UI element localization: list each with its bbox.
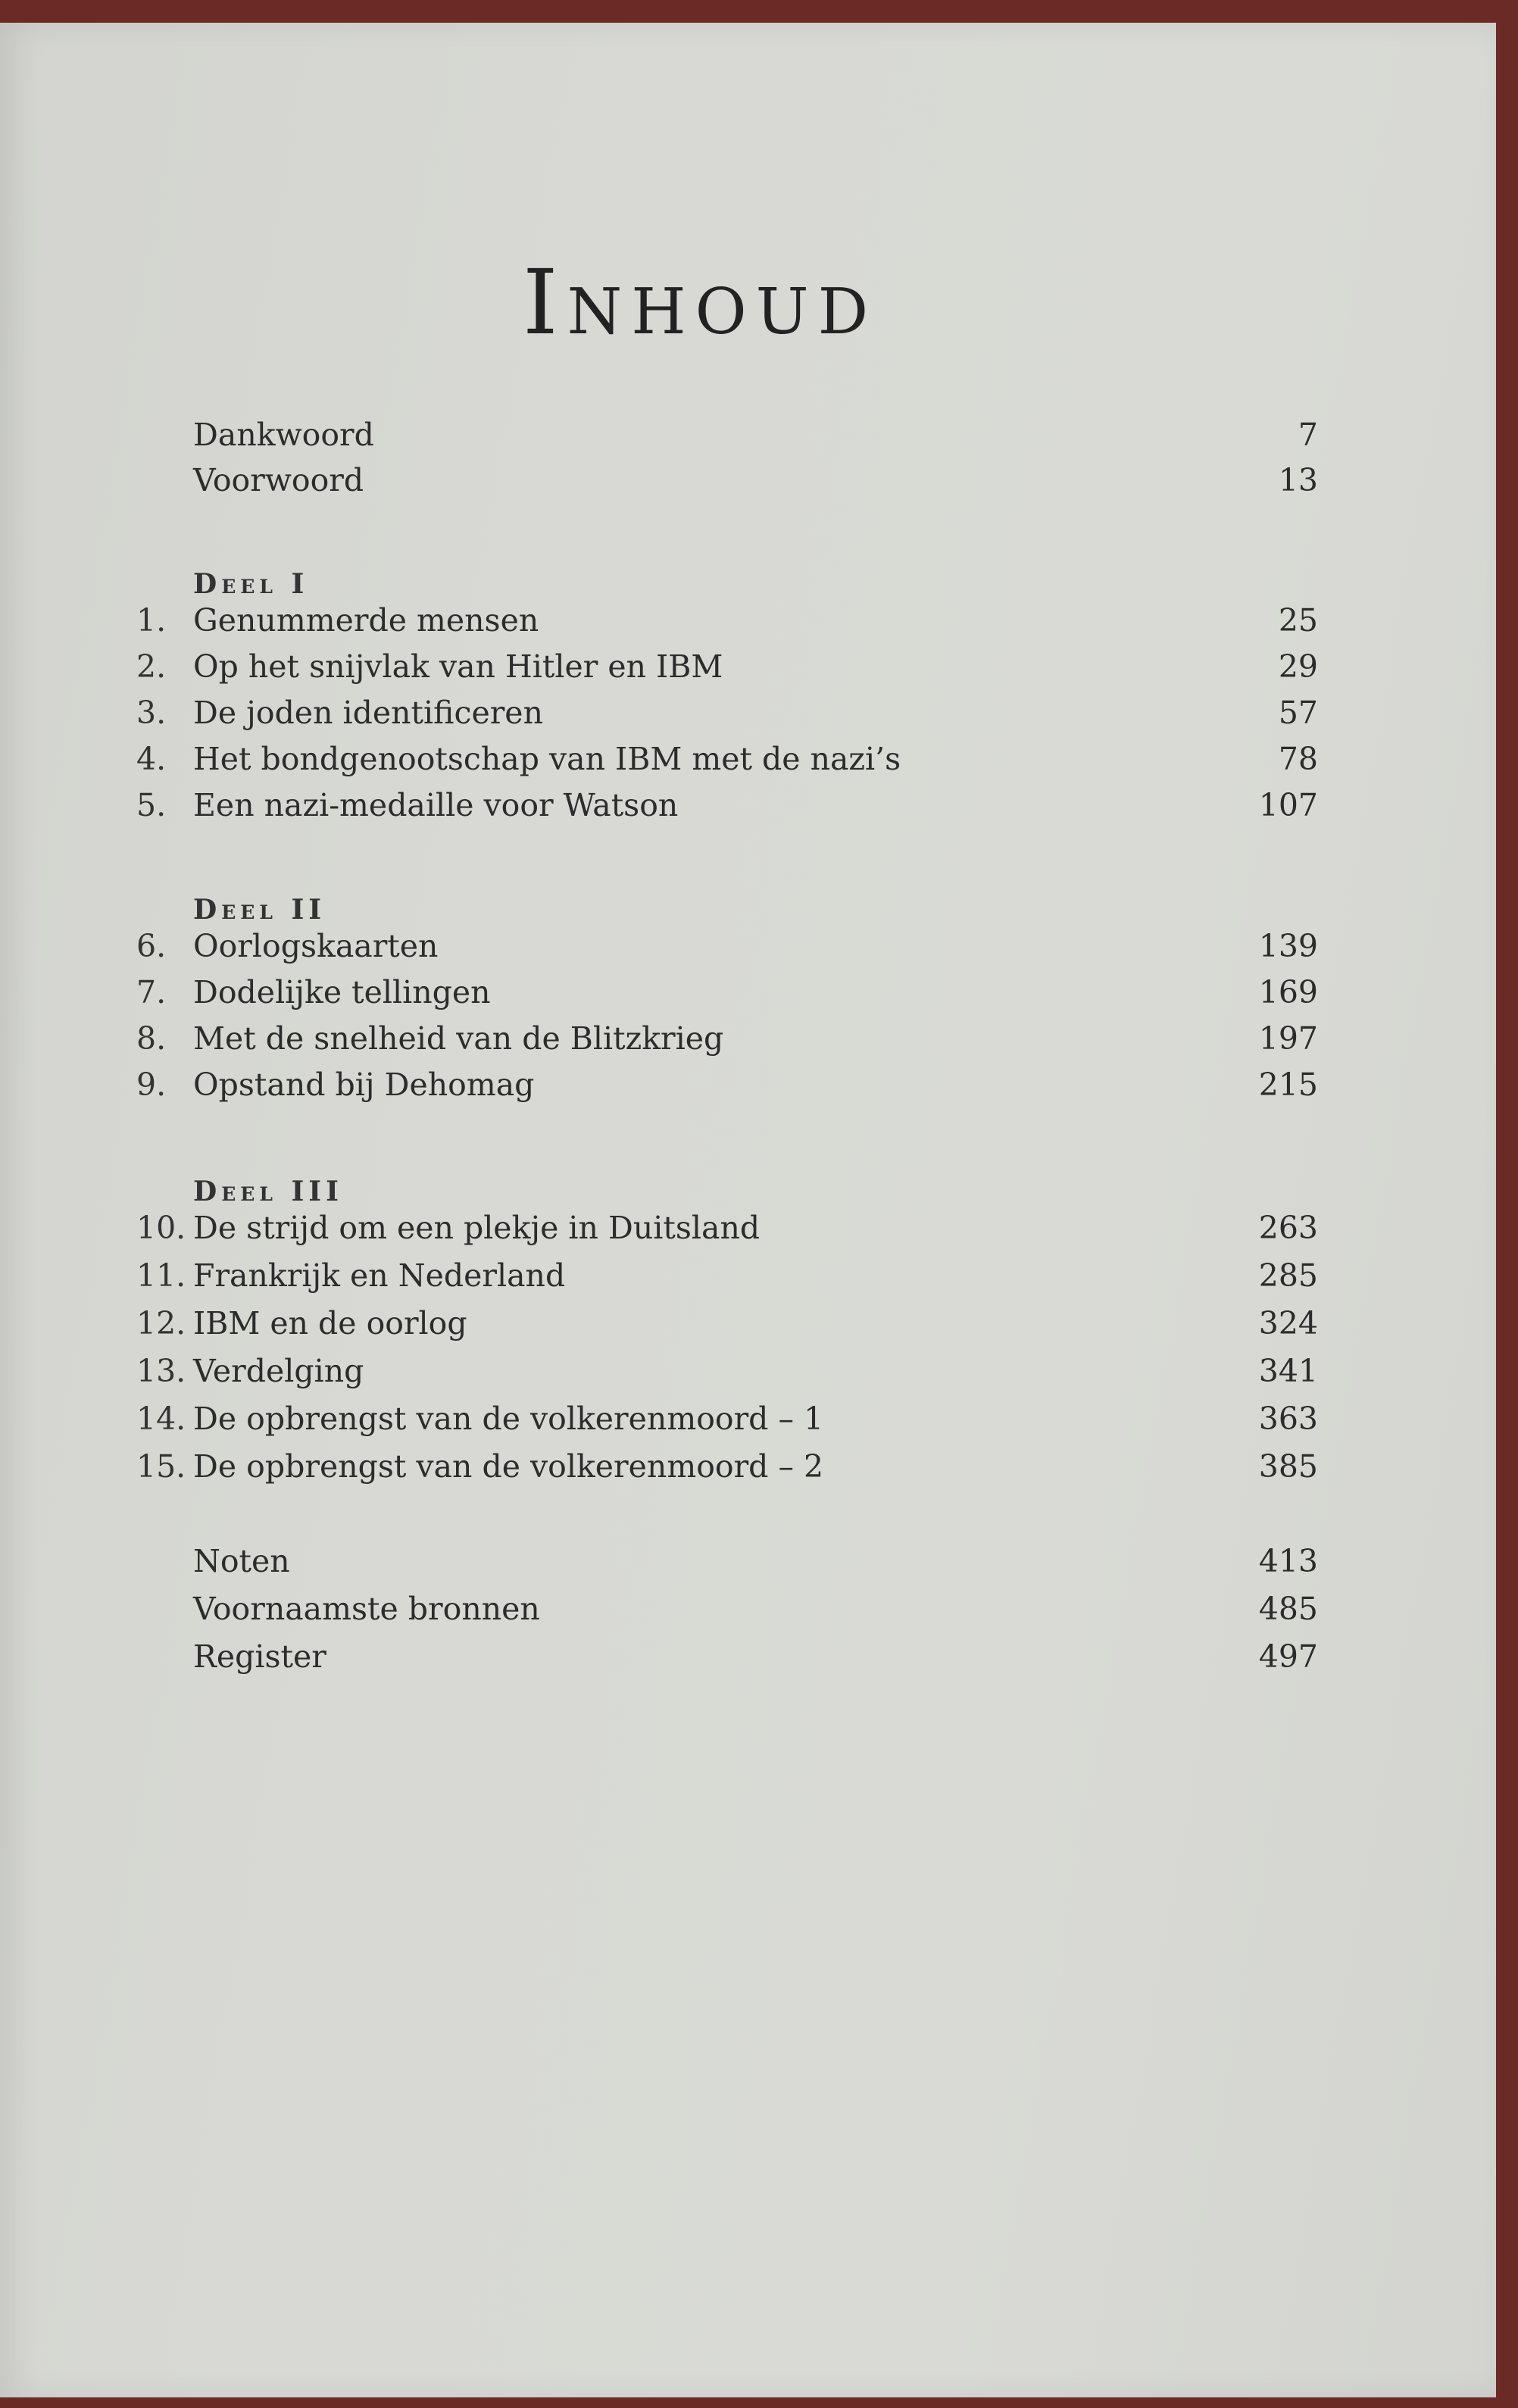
chapter-title: Het bondgenootschap van IBM met de nazi’s (193, 741, 901, 777)
chapter-page: 197 (1258, 1020, 1318, 1057)
part-heading-2: Deel II (193, 894, 326, 926)
toc-entry-label: Voornaamste bronnen (193, 1591, 540, 1627)
toc-chapter-1 (136, 602, 1318, 648)
toc-entry-label: Register (193, 1638, 326, 1675)
toc-chapter-14 (136, 1401, 1318, 1446)
chapter-page: 385 (1258, 1448, 1318, 1485)
toc-chapter-3 (136, 695, 1318, 740)
toc-chapter-2 (136, 648, 1318, 694)
chapter-page: 25 (1278, 602, 1318, 639)
toc-chapter-4 (136, 741, 1318, 786)
toc-entry-voorwoord (136, 462, 1318, 508)
chapter-number: 1. (136, 602, 167, 639)
chapter-number: 11. (136, 1257, 186, 1294)
toc-chapter-15 (136, 1448, 1318, 1494)
chapter-title: Opstand bij Dehomag (193, 1067, 535, 1103)
chapter-number: 3. (136, 695, 167, 731)
toc-entry-dankwoord (136, 417, 1318, 462)
chapter-title: Een nazi-medaille voor Watson (193, 787, 679, 823)
book-page (0, 23, 1496, 2397)
chapter-number: 6. (136, 928, 167, 964)
chapter-title: Oorlogskaarten (193, 928, 439, 964)
toc-chapter-9 (136, 1067, 1318, 1112)
chapter-page: 215 (1258, 1067, 1318, 1103)
chapter-page: 324 (1258, 1305, 1318, 1341)
chapter-page: 57 (1278, 695, 1318, 731)
chapter-number: 10. (136, 1210, 186, 1246)
toc-entry-page: 13 (1278, 462, 1318, 498)
chapter-number: 15. (136, 1448, 186, 1485)
chapter-page: 78 (1278, 741, 1318, 777)
toc-entry-page: 485 (1258, 1591, 1318, 1627)
toc-chapter-8 (136, 1020, 1318, 1066)
toc-entry-noten (136, 1543, 1318, 1588)
chapter-number: 4. (136, 741, 167, 777)
chapter-number: 8. (136, 1020, 167, 1057)
chapter-page: 285 (1258, 1257, 1318, 1294)
toc-chapter-5 (136, 787, 1318, 832)
chapter-number: 12. (136, 1305, 186, 1341)
chapter-page: 363 (1258, 1401, 1318, 1437)
chapter-title: Genummerde mensen (193, 602, 539, 639)
toc-entry-page: 413 (1258, 1543, 1318, 1579)
toc-chapter-12 (136, 1305, 1318, 1351)
chapter-title: Verdelging (193, 1353, 364, 1389)
chapter-title: De opbrengst van de volkerenmoord – 2 (193, 1448, 824, 1485)
chapter-title: IBM en de oorlog (193, 1305, 467, 1341)
chapter-number: 14. (136, 1401, 186, 1437)
chapter-title: Frankrijk en Nederland (193, 1257, 566, 1294)
toc-entry-page: 497 (1258, 1638, 1318, 1675)
toc-chapter-7 (136, 974, 1318, 1020)
chapter-title: Met de snelheid van de Blitzkrieg (193, 1020, 724, 1057)
chapter-number: 2. (136, 648, 167, 685)
chapter-number: 5. (136, 787, 167, 823)
chapter-title: Op het snijvlak van Hitler en IBM (193, 648, 723, 685)
toc-entry-label: Dankwoord (193, 417, 374, 453)
chapter-page: 169 (1258, 974, 1318, 1010)
toc-entry-register (136, 1638, 1318, 1684)
chapter-title: Dodelijke tellingen (193, 974, 491, 1010)
page-title: Inhoud (523, 250, 878, 354)
chapter-page: 139 (1258, 928, 1318, 964)
chapter-title: De strijd om een plekje in Duitsland (193, 1210, 761, 1246)
toc-chapter-6 (136, 928, 1318, 973)
part-heading-3: Deel III (193, 1176, 343, 1207)
toc-entry-bronnen (136, 1591, 1318, 1636)
chapter-page: 341 (1258, 1353, 1318, 1389)
toc-chapter-13 (136, 1353, 1318, 1398)
toc-entry-page: 7 (1298, 417, 1318, 453)
chapter-number: 9. (136, 1067, 167, 1103)
chapter-title: De joden identificeren (193, 695, 543, 731)
toc-entry-label: Noten (193, 1543, 290, 1579)
chapter-page: 29 (1278, 648, 1318, 685)
chapter-page: 107 (1258, 787, 1318, 823)
chapter-page: 263 (1258, 1210, 1318, 1246)
chapter-title: De opbrengst van de volkerenmoord – 1 (193, 1401, 824, 1437)
chapter-number: 7. (136, 974, 167, 1010)
chapter-number: 13. (136, 1353, 186, 1389)
toc-chapter-10 (136, 1210, 1318, 1255)
toc-entry-label: Voorwoord (193, 462, 364, 498)
part-heading-1: Deel I (193, 568, 309, 600)
toc-chapter-11 (136, 1257, 1318, 1303)
